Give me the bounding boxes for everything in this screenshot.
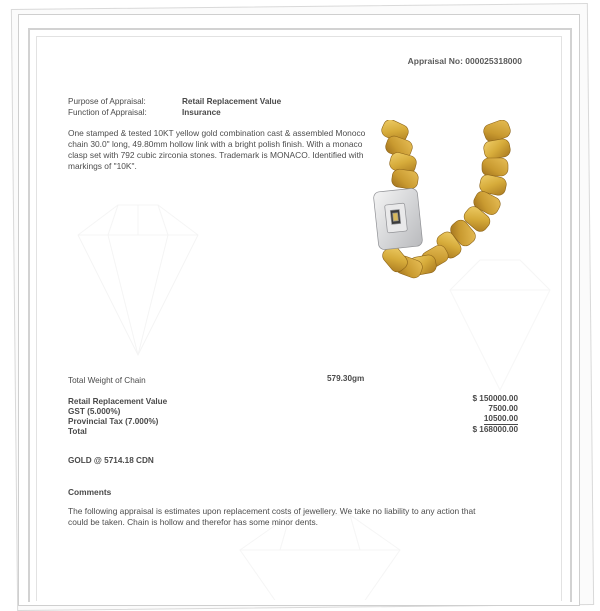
price-values: [472, 394, 518, 435]
retail-value-label: Retail Replacement Value: [68, 397, 168, 406]
total-label: Total: [68, 427, 87, 436]
price-labels: [68, 397, 167, 437]
total-amount: $ 168000.00: [472, 425, 518, 434]
gold-price: GOLD @ 5714.18 CDN: [68, 456, 154, 465]
clasp: [373, 188, 423, 250]
comments-heading: Comments: [68, 487, 112, 497]
gold-chain-photo: [372, 120, 522, 300]
gst-amount: 7500.00: [488, 404, 518, 413]
diamond-watermark-left: [48, 195, 228, 365]
item-description: One stamped & tested 10KT yellow gold combination cast & assembled Monoco chain 30.0" long, 49.80mm hollow link with a bright polish finish. With a monaco clasp set with 792 cubic zirconia stones. Trademark is MONACO. Identified with markings of "10K".: [68, 128, 366, 171]
appraisal-number: Appraisal No: 000025318000: [407, 56, 522, 66]
retail-value-amount: $ 150000.00: [472, 394, 518, 403]
function-label: Function of Appraisal:: [68, 108, 147, 117]
weight-value: 579.30gm: [327, 374, 365, 383]
pst-label: Provincial Tax (7.000%): [68, 417, 159, 426]
purpose-row: [68, 97, 281, 106]
purpose-value: Retail Replacement Value: [182, 97, 282, 106]
pst-amount: 10500.00: [483, 414, 518, 423]
weight-label: Total Weight of Chain: [68, 376, 146, 385]
function-value: Insurance: [182, 108, 221, 117]
function-row: [68, 108, 221, 117]
gst-label: GST (5.000%): [68, 407, 121, 416]
comments-body: The following appraisal is estimates upon replacement costs of jewellery. We take no liability to any action that could be taken. Chain is hollow and therefor has some minor dents.: [68, 506, 476, 527]
purpose-label: Purpose of Appraisal:: [68, 97, 146, 106]
